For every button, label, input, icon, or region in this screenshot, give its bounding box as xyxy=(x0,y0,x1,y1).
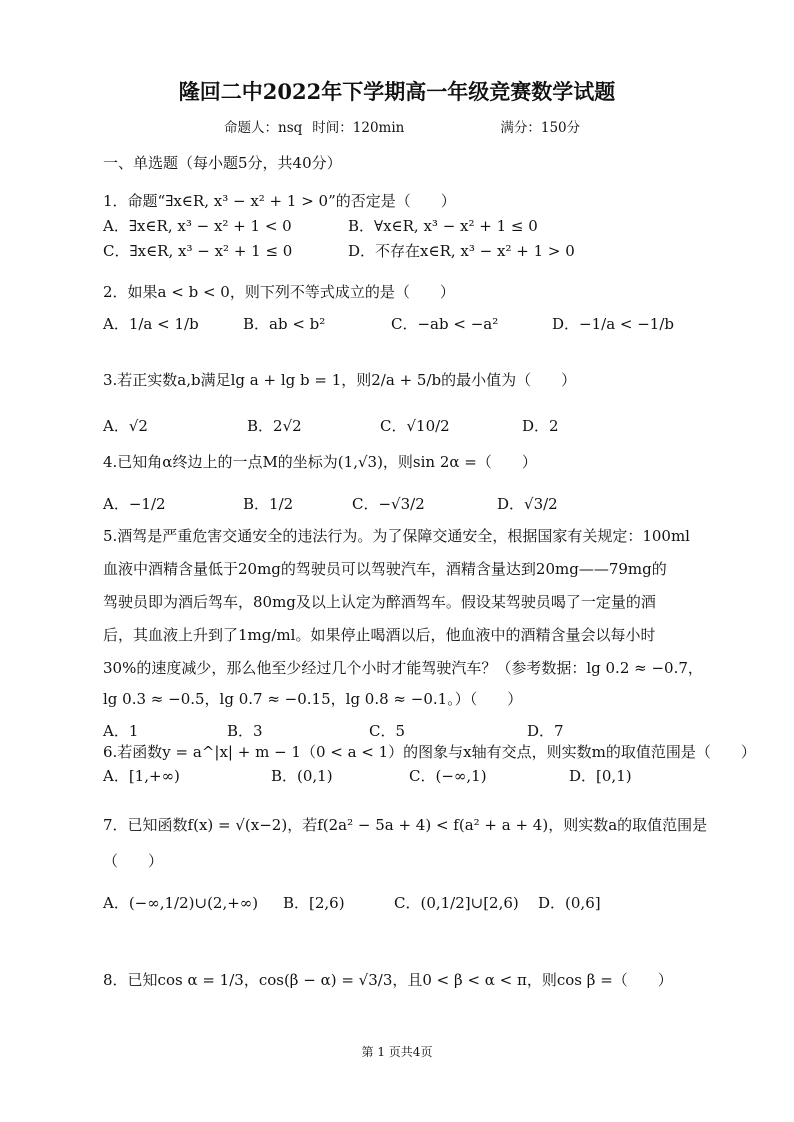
q4-option-d: D．√3/2 xyxy=(497,495,558,513)
q3-option-a: A．√2 xyxy=(103,417,148,435)
q5-option-c: C．5 xyxy=(369,722,406,740)
q6-option-b: B．(0,1) xyxy=(271,767,333,785)
q2-option-b: B．ab < b² xyxy=(243,315,326,333)
question-5-line-6: lg 0.3 ≈ −0.5，lg 0.7 ≈ −0.15，lg 0.8 ≈ −0.1。）（ ） xyxy=(103,690,523,708)
q2-option-a: A．1/a < 1/b xyxy=(103,315,199,333)
q5-option-b: B．3 xyxy=(227,722,263,740)
question-5-line-3: 驾驶员即为酒后驾车，80mg及以上认定为醉酒驾车。假设某驾驶员喝了一定量的酒 xyxy=(103,593,656,611)
q4-option-c: C．−√3/2 xyxy=(352,495,425,513)
question-1-stem: 1．命题“∃x∈R, x³ − x² + 1 > 0”的否定是（ ） xyxy=(103,192,456,210)
q6-option-a: A．[1,+∞) xyxy=(103,767,180,785)
q1-option-a: A．∃x∈R, x³ − x² + 1 < 0 xyxy=(103,217,292,235)
q1-option-d: D．不存在x∈R, x³ − x² + 1 > 0 xyxy=(348,242,575,260)
q6-option-c: C．(−∞,1) xyxy=(409,767,487,785)
section-heading: 一、单选题（每小题5分，共40分） xyxy=(103,154,342,172)
q3-option-d: D．2 xyxy=(522,417,559,435)
q7-option-d: D．(0,6] xyxy=(538,894,601,912)
q3-option-c: C．√10/2 xyxy=(380,417,450,435)
question-7-stem-continued: （ ） xyxy=(103,852,164,870)
full-score: 满分：150分 xyxy=(500,120,581,136)
exam-title: 隆回二中2022年下学期高一年级竞赛数学试题 xyxy=(178,79,616,104)
q7-option-c: C．(0,1/2]∪[2,6) xyxy=(394,894,519,912)
q1-option-b: B．∀x∈R, x³ − x² + 1 ≤ 0 xyxy=(348,217,538,235)
question-7-stem: 7．已知函数f(x) = √(x−2)，若f(2a² − 5a + 4) < f(a² + a + 4)，则实数a的取值范围是 xyxy=(103,816,708,834)
q5-option-a: A．1 xyxy=(103,722,139,740)
q4-option-b: B．1/2 xyxy=(243,495,294,513)
exam-time: 时间：120min xyxy=(312,120,405,136)
page-footer: 第 1 页共4页 xyxy=(361,1045,433,1059)
question-5-line-1: 5.酒驾是严重危害交通安全的违法行为。为了保障交通安全，根据国家有关规定：100ml xyxy=(103,527,690,545)
q5-option-d: D．7 xyxy=(527,722,564,740)
question-5-line-2: 血液中酒精含量低于20mg的驾驶员可以驾驶汽车，酒精含量达到20mg——79mg的 xyxy=(103,560,667,578)
question-5-line-5: 30%的速度减少，那么他至少经过几个小时才能驾驶汽车？（参考数据：lg 0.2 ≈ −0.7， xyxy=(103,659,703,677)
question-3-stem: 3.若正实数a,b满足lg a + lg b = 1，则2/a + 5/b的最小值为（ ） xyxy=(103,371,577,389)
exam-meta xyxy=(224,116,580,136)
question-6-stem: 6.若函数y = a^|x| + m − 1（0 < a < 1）的图象与x轴有交点，则实数m的取值范围是（ ） xyxy=(103,743,756,761)
question-4-stem: 4.已知角α终边上的一点M的坐标为(1,√3)，则sin 2α =（ ） xyxy=(103,453,537,471)
q7-option-a: A．(−∞,1/2)∪(2,+∞) xyxy=(103,894,259,912)
author: 命题人：nsq xyxy=(224,120,303,136)
q7-option-b: B．[2,6) xyxy=(283,894,345,912)
q2-option-d: D．−1/a < −1/b xyxy=(552,315,675,333)
q1-option-c: C．∃x∈R, x³ − x² + 1 ≤ 0 xyxy=(103,242,293,260)
q3-option-b: B．2√2 xyxy=(247,417,302,435)
q4-option-a: A．−1/2 xyxy=(103,495,166,513)
question-8-stem: 8．已知cos α = 1/3，cos(β − α) = √3/3，且0 < β < α < π，则cos β =（ ） xyxy=(103,971,673,989)
q2-option-c: C．−ab < −a² xyxy=(391,315,499,333)
q6-option-d: D．[0,1) xyxy=(569,767,632,785)
question-2-stem: 2．如果a < b < 0，则下列不等式成立的是（ ） xyxy=(103,283,455,301)
question-5-line-4: 后，其血液上升到了1mg/ml。如果停止喝酒以后，他血液中的酒精含量会以每小时 xyxy=(103,626,656,644)
